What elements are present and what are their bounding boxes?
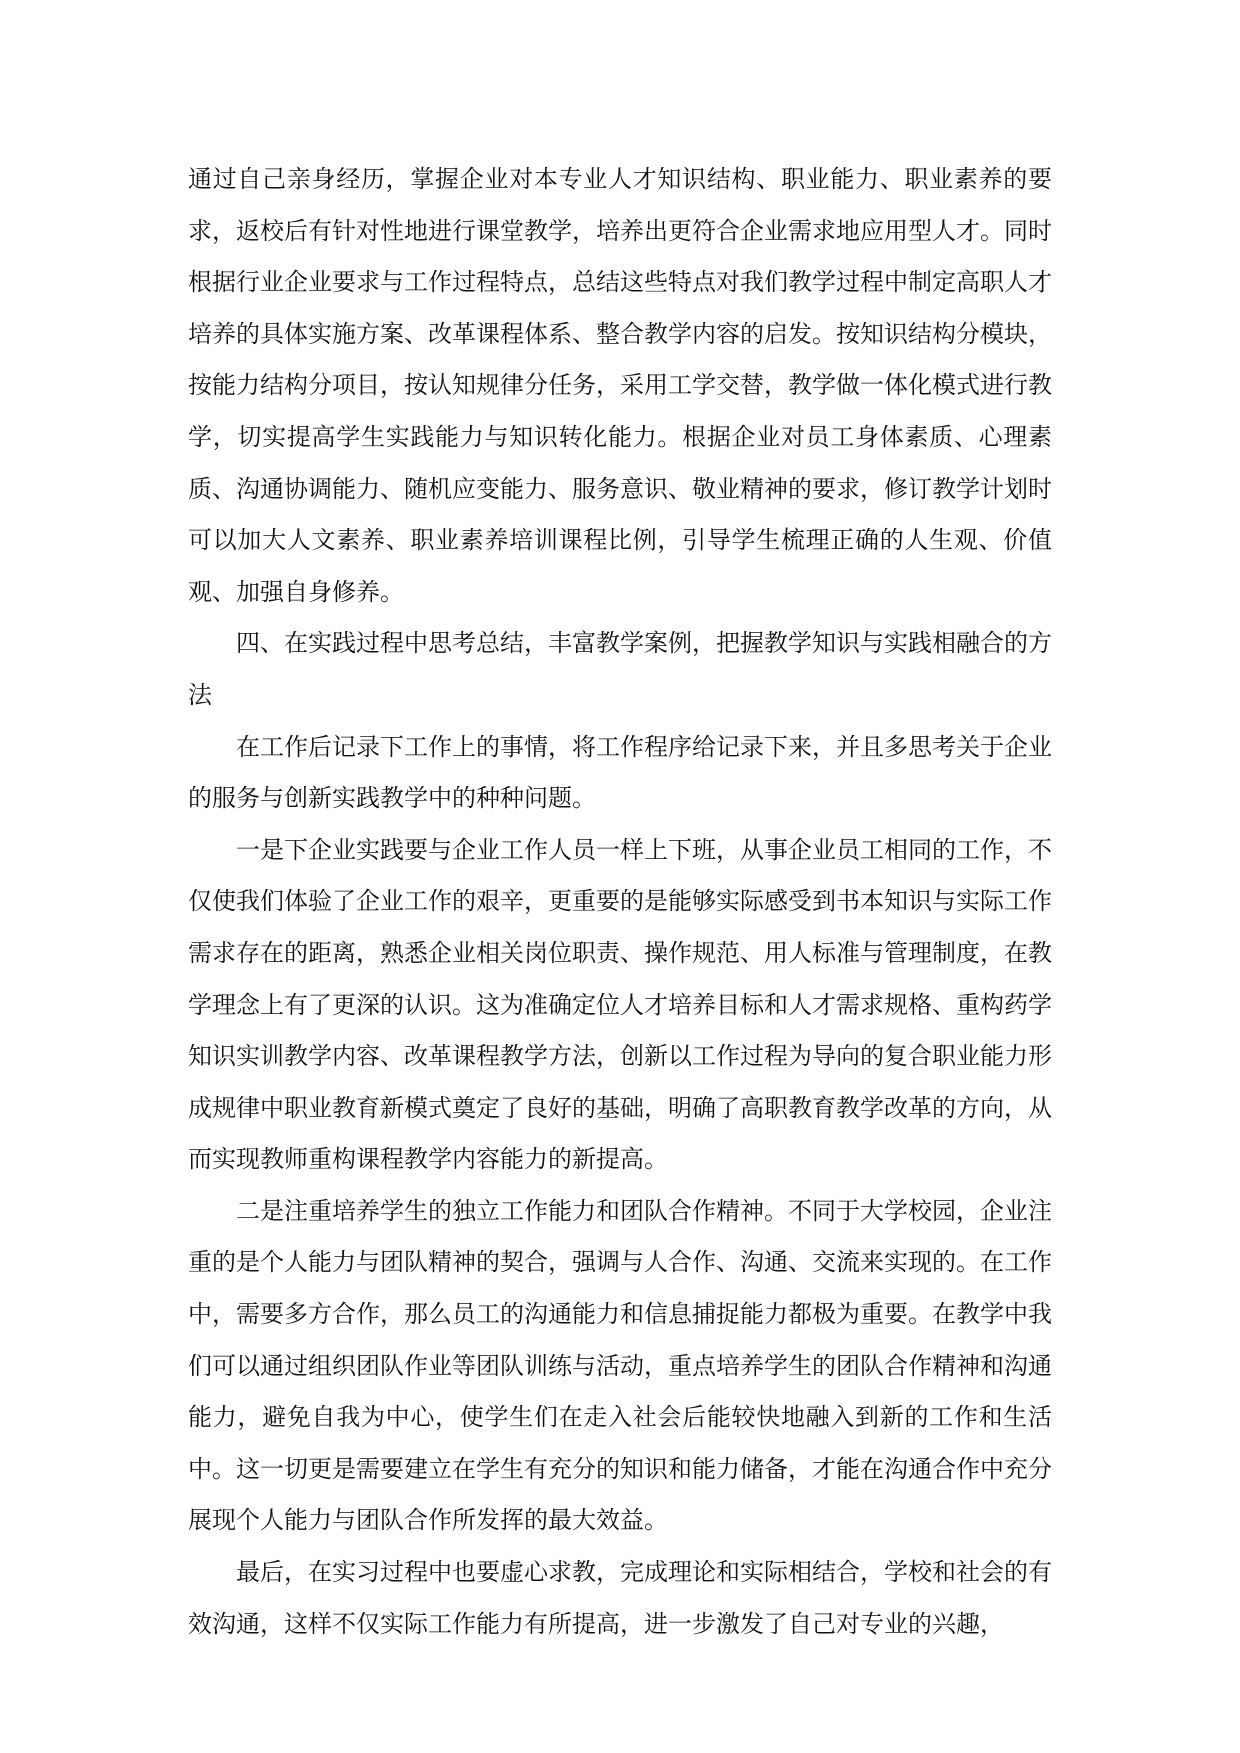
paragraph-point-two: 二是注重培养学生的独立工作能力和团队合作精神。不同于大学校园，企业注重的是个人能力与团队精神的契合，强调与人合作、沟通、交流来实现的。在工作中，需要多方合作，那么员工的沟通能力和信息捕捉能力都极为重要。在教学中我们可以通过组织团队作业等团队训练与活动，重点培养学生的团队合作精神和沟通能力，避免自我为中心，使学生们在走入社会后能较快地融入到新的工作和生活中。这一切更是需要建立在学生有充分的知识和能力储备，才能在沟通合作中充分展现个人能力与团队合作所发挥的最大效益。	[188, 1196, 1052, 1535]
document-body	[188, 154, 1052, 1650]
paragraph-finally: 最后，在实习过程中也要虚心求教，完成理论和实际相结合，学校和社会的有效沟通，这样不仅实际工作能力有所提高，进一步激发了自己对专业的兴趣，	[188, 1558, 1052, 1638]
paragraph-record-work: 在工作后记录下工作上的事情，将工作程序给记录下来，并且多思考关于企业的服务与创新实践教学中的种种问题。	[188, 732, 1052, 813]
paragraph-point-one: 一是下企业实践要与企业工作人员一样上下班，从事企业员工相同的工作，不仅使我们体验了企业工作的艰辛，更重要的是能够实际感受到书本知识与实际工作需求存在的距离，熟悉企业相关岗位职责、操作规范、用人标准与管理制度，在教学理念上有了更深的认识。这为准确定位人才培养目标和人才需求规格、重构药学知识实训教学内容、改革课程教学方法，创新以工作过程为导向的复合职业能力形成规律中职业教育新模式奠定了良好的基础，明确了高职教育教学改革的方向，从而实现教师重构课程教学内容能力的新提高。	[188, 835, 1052, 1174]
section-heading-4: 四、在实践过程中思考总结，丰富教学案例，把握教学知识与实践相融合的方法	[188, 629, 1052, 709]
paragraph-continued: 通过自己亲身经历，掌握企业对本专业人才知识结构、职业能力、职业素养的要求，返校后有针对性地进行课堂教学，培养出更符合企业需求地应用型人才。同时根据行业企业要求与工作过程特点，总结这些特点对我们教学过程中制定高职人才培养的具体实施方案、改革课程体系、整合教学内容的启发。按知识结构分模块，按能力结构分项目，按认知规律分任务，采用工学交替，教学做一体化模式进行教学，切实提高学生实践能力与知识转化能力。根据企业对员工身体素质、心理素质、沟通协调能力、随机应变能力、服务意识、敬业精神的要求，修订教学计划时可以加大人文素养、职业素养培训课程比例，引导学生梳理正确的人生观、价值观、加强自身修养。	[188, 165, 1052, 606]
